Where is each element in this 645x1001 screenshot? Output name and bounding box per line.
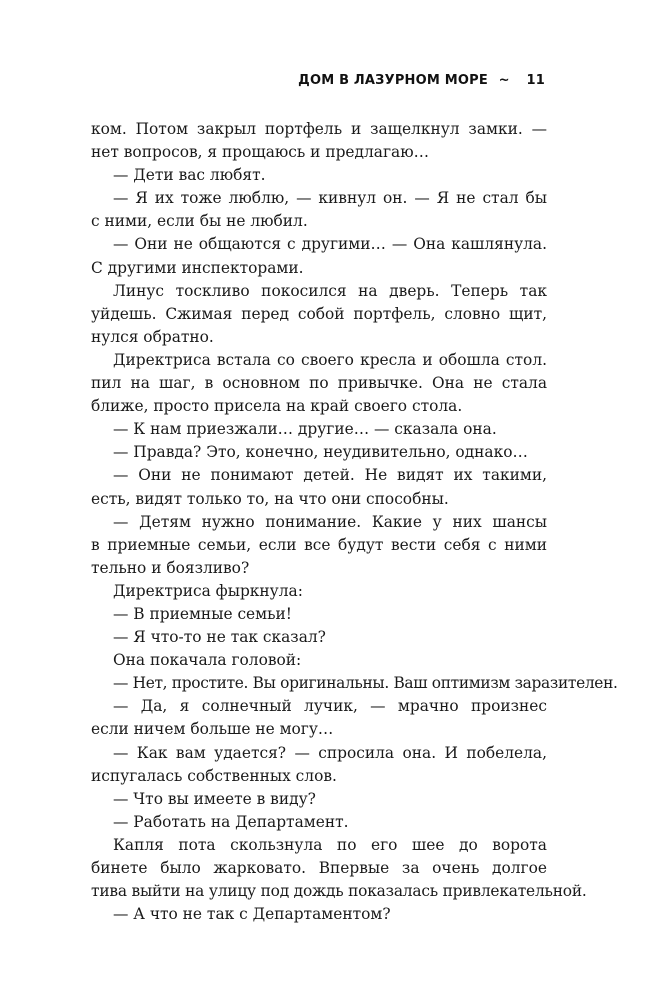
text-line: — В приемные семьи! <box>113 604 292 623</box>
text-line: — Я что-то не так сказал? <box>113 628 326 647</box>
text-line: Директриса встала со своего кресла и обошла стол. <box>113 350 547 369</box>
text-line: С другими инспекторами. <box>91 258 304 277</box>
text-line: Она покачала головой: <box>113 651 302 670</box>
text-line: — Я их тоже люблю, — кивнул он. — Я не стал бы <box>113 189 547 208</box>
text-line: — А что не так с Департаментом? <box>113 905 391 924</box>
text-line: — Что вы имеете в виду? <box>113 789 316 808</box>
page-number: 11 <box>526 73 545 88</box>
text-line: — Детям нужно понимание. Какие у них шансы <box>113 512 547 531</box>
text-line: испугалась собственных слов. <box>91 766 337 785</box>
text-line: с ними, если бы не любил. <box>91 212 308 231</box>
text-line: в приемные семьи, если все будут вести себя с ними <box>91 535 547 554</box>
header-separator: ~ <box>498 73 510 88</box>
text-line: — Они не понимают детей. Не видят их такими, <box>113 466 547 485</box>
text-line: есть, видят только то, на что они способны. <box>91 489 449 508</box>
text-line: — Правда? Это, конечно, неудивительно, однако… <box>113 443 528 462</box>
text-line: Капля пота скользнула по его шее до ворота <box>113 835 547 854</box>
text-line: нулся обратно. <box>91 327 214 346</box>
text-line: ближе, просто присела на край своего стола. <box>91 397 463 416</box>
text-line: если ничем больше не могу… <box>91 720 334 739</box>
text-line: ком. Потом закрыл портфель и защелкнул замки. — <box>91 120 547 138</box>
running-header <box>298 73 545 88</box>
text-line: — Да, я солнечный лучик, — мрачно произнес <box>113 697 547 716</box>
text-line: — Работать на Департамент. <box>113 812 349 831</box>
text-body <box>91 118 618 926</box>
text-line: — Нет, простите. Вы оригинальны. Ваш оптимизм заразителен. <box>113 674 618 693</box>
text-line: пил на шаг, в основном по привычке. Она не стала <box>91 374 547 393</box>
text-line: — Они не общаются с другими… — Она кашлянула. <box>113 235 547 254</box>
text-line: бинете было жарковато. Впервые за очень долгое <box>91 859 547 877</box>
book-title: ДОМ В ЛАЗУРНОМ МОРЕ <box>298 73 488 88</box>
text-line: нет вопросов, я прощаюсь и предлагаю… <box>91 143 429 162</box>
text-line: — Дети вас любят. <box>113 166 266 185</box>
text-line: Линус тоскливо покосился на дверь. Теперь так <box>113 281 547 300</box>
text-line: — Как вам удается? — спросила она. И побелела, <box>113 743 547 762</box>
text-line: Директриса фыркнула: <box>113 581 303 600</box>
text-line: тива выйти на улицу под дождь показалась привлекательной. <box>91 882 587 901</box>
text-line: тельно и боязливо? <box>91 558 250 577</box>
text-line: уйдешь. Сжимая перед собой портфель, словно щит, <box>91 304 547 323</box>
text-line: — К нам приезжали… другие… — сказала она. <box>113 420 497 439</box>
